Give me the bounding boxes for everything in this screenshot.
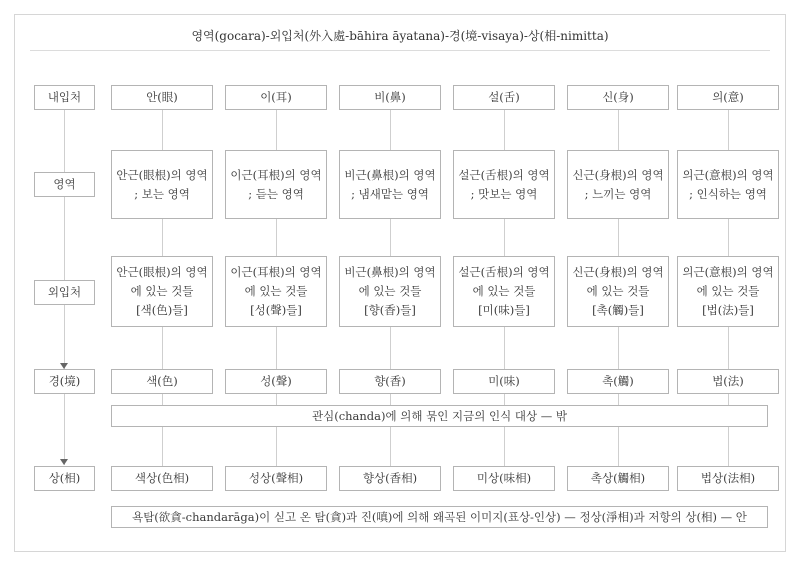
sign-band: 욕탐(欲貪-chandarāga)이 싣고 온 탐(貪)과 진(嗔)에 의해 왜곡된 이미지(표상-인상) — 정상(淨相)과 저항의 상(相) — 안	[111, 506, 768, 528]
domain-eye: 안근(眼根)의 영역 ; 보는 영역	[111, 150, 213, 219]
outer-base-ear: 이근(耳根)의 영역 에 있는 것들 [성(聲)들]	[225, 256, 327, 327]
sign-body: 촉상(觸相)	[567, 466, 669, 491]
row-label-sign: 상(相)	[34, 466, 95, 491]
outer-base-body: 신근(身根)의 영역 에 있는 것들 [촉(觸)들]	[567, 256, 669, 327]
inner-base-ear: 이(耳)	[225, 85, 327, 110]
inner-base-mind: 의(意)	[677, 85, 779, 110]
inner-base-body: 신(身)	[567, 85, 669, 110]
outer-base-mind: 의근(意根)의 영역 에 있는 것들 [법(法)들]	[677, 256, 779, 327]
domain-body: 신근(身根)의 영역 ; 느끼는 영역	[567, 150, 669, 219]
sign-ear: 성상(聲相)	[225, 466, 327, 491]
inner-base-nose: 비(鼻)	[339, 85, 441, 110]
arrow-to-sign-label	[60, 459, 68, 465]
sign-nose: 향상(香相)	[339, 466, 441, 491]
row-label-outer-base: 외입처	[34, 280, 95, 305]
outer-base-eye: 안근(眼根)의 영역 에 있는 것들 [색(色)들]	[111, 256, 213, 327]
object-eye: 색(色)	[111, 369, 213, 394]
sign-mind: 법상(法相)	[677, 466, 779, 491]
object-ear: 성(聲)	[225, 369, 327, 394]
row-label-domain: 영역	[34, 172, 95, 197]
outer-base-tongue: 설근(舌根)의 영역 에 있는 것들 [미(味)들]	[453, 256, 555, 327]
domain-ear: 이근(耳根)의 영역 ; 듣는 영역	[225, 150, 327, 219]
object-body: 촉(觸)	[567, 369, 669, 394]
row-label-inner-base: 내입처	[34, 85, 95, 110]
object-nose: 향(香)	[339, 369, 441, 394]
diagram-title: 영역(gocara)-외입처(外入處-bāhira āyatana)-경(境-visaya)-상(相-nimitta)	[191, 29, 609, 43]
object-band: 관심(chanda)에 의해 묶인 지금의 인식 대상 — 밖	[111, 405, 768, 427]
inner-base-tongue: 설(舌)	[453, 85, 555, 110]
sign-tongue: 미상(味相)	[453, 466, 555, 491]
domain-nose: 비근(鼻根)의 영역 ; 냄새맡는 영역	[339, 150, 441, 219]
inner-base-eye: 안(眼)	[111, 85, 213, 110]
object-tongue: 미(味)	[453, 369, 555, 394]
domain-mind: 의근(意根)의 영역 ; 인식하는 영역	[677, 150, 779, 219]
sign-eye: 색상(色相)	[111, 466, 213, 491]
row-label-object: 경(境)	[34, 369, 95, 394]
title-divider	[30, 50, 770, 51]
outer-base-nose: 비근(鼻根)의 영역 에 있는 것들 [향(香)들]	[339, 256, 441, 327]
object-mind: 법(法)	[677, 369, 779, 394]
domain-tongue: 설근(舌根)의 영역 ; 맛보는 영역	[453, 150, 555, 219]
